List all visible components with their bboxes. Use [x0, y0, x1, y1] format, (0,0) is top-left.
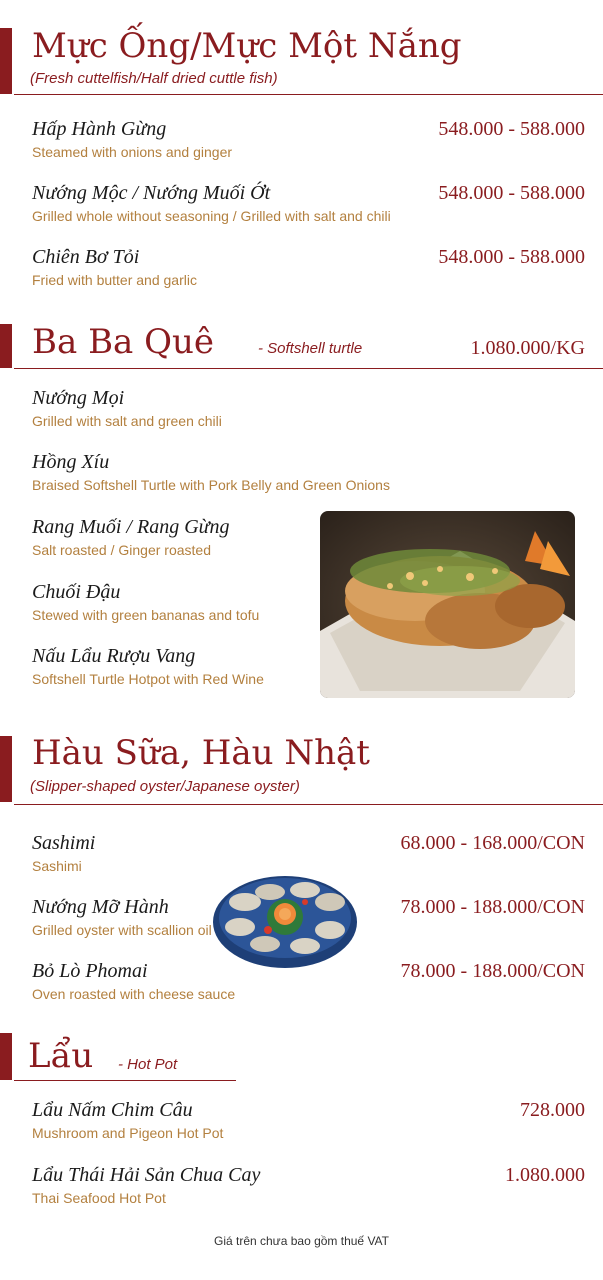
item-name: Lẩu Nấm Chim Câu	[32, 1099, 193, 1121]
section-marker	[0, 324, 12, 368]
section-marker	[0, 28, 12, 94]
item-name: Chiên Bơ Tỏi	[32, 246, 140, 268]
section-title-hotpot: Lẩu	[28, 1036, 94, 1076]
menu-item	[32, 450, 390, 495]
menu-item	[32, 117, 232, 162]
item-description: Stewed with green bananas and tofu	[32, 607, 260, 623]
item-price: 78.000 - 188.000/CON	[400, 896, 585, 918]
item-name: Sashimi	[32, 832, 96, 854]
item-description: Grilled with salt and green chili	[32, 413, 222, 429]
item-description: Salt roasted / Ginger roasted	[32, 542, 211, 558]
item-description: Softshell Turtle Hotpot with Red Wine	[32, 671, 264, 687]
item-name: Nướng Mỡ Hành	[32, 896, 169, 918]
item-description: Fried with butter and garlic	[32, 272, 197, 288]
item-description: Mushroom and Pigeon Hot Pot	[32, 1125, 224, 1141]
item-description: Steamed with onions and ginger	[32, 144, 233, 160]
section-price-turtle: 1.080.000/KG	[470, 337, 585, 359]
section-subtitle-turtle: - Softshell turtle	[258, 340, 363, 357]
item-price: 1.080.000	[505, 1164, 585, 1186]
item-description: Sashimi	[32, 858, 82, 874]
item-price: 548.000 - 588.000	[438, 182, 585, 204]
item-name: Bỏ Lò Phomai	[32, 960, 148, 982]
item-price: 548.000 - 588.000	[438, 246, 585, 268]
vat-note: Giá trên chưa bao gồm thuế VAT	[213, 1234, 389, 1248]
menu-item	[32, 515, 230, 560]
section-title-squid: Mực Ống/Mực Một Nắng	[32, 26, 462, 66]
menu-item	[32, 245, 197, 290]
menu-item	[32, 895, 212, 940]
item-name: Nướng Mọi	[32, 387, 125, 409]
item-name: Chuối Đậu	[32, 581, 121, 603]
section-marker	[0, 736, 12, 802]
item-price: 78.000 - 188.000/CON	[400, 960, 585, 982]
section-subtitle-oyster: (Slipper-shaped oyster/Japanese oyster)	[30, 778, 300, 795]
section-divider	[14, 1080, 236, 1081]
menu-item	[32, 181, 391, 226]
oyster-platter-illustration	[210, 862, 360, 972]
item-name: Hồng Xíu	[32, 451, 110, 473]
item-description: Grilled oyster with scallion oil	[32, 922, 212, 938]
item-name: Rang Muối / Rang Gừng	[32, 516, 230, 538]
item-name: Nướng Mộc / Nướng Muối Ớt	[32, 182, 271, 204]
item-price: 548.000 - 588.000	[438, 118, 585, 140]
oyster-platter-photo	[210, 862, 360, 972]
item-name: Nấu Lẩu Rượu Vang	[32, 645, 196, 667]
item-description: Grilled whole without seasoning / Grilled with salt and chili	[32, 208, 391, 224]
section-subtitle-hotpot: - Hot Pot	[118, 1056, 178, 1073]
menu-item	[32, 386, 222, 431]
section-title-oyster: Hàu Sữa, Hàu Nhật	[32, 733, 370, 773]
item-description: Thai Seafood Hot Pot	[32, 1190, 166, 1206]
menu-item	[32, 959, 235, 1004]
item-name: Lẩu Thái Hải Sản Chua Cay	[32, 1164, 261, 1186]
item-name: Hấp Hành Gừng	[32, 118, 167, 140]
section-divider	[14, 368, 603, 369]
section-subtitle-squid: (Fresh cuttelfish/Half dried cuttle fish)	[30, 70, 278, 87]
menu-item	[32, 1163, 260, 1208]
menu-item	[32, 831, 95, 876]
item-price: 728.000	[520, 1099, 585, 1121]
menu-item	[32, 644, 264, 689]
section-title-turtle: Ba Ba Quê	[32, 322, 215, 362]
section-marker	[0, 1033, 12, 1080]
section-divider	[14, 94, 603, 95]
section-divider	[14, 804, 603, 805]
item-description: Braised Softshell Turtle with Pork Belly and Green Onions	[32, 477, 390, 493]
turtle-dish-illustration	[320, 511, 575, 698]
turtle-dish-photo	[320, 511, 575, 698]
item-price: 68.000 - 168.000/CON	[400, 832, 585, 854]
item-description: Oven roasted with cheese sauce	[32, 986, 236, 1002]
menu-item	[32, 580, 259, 625]
menu-item	[32, 1098, 223, 1143]
